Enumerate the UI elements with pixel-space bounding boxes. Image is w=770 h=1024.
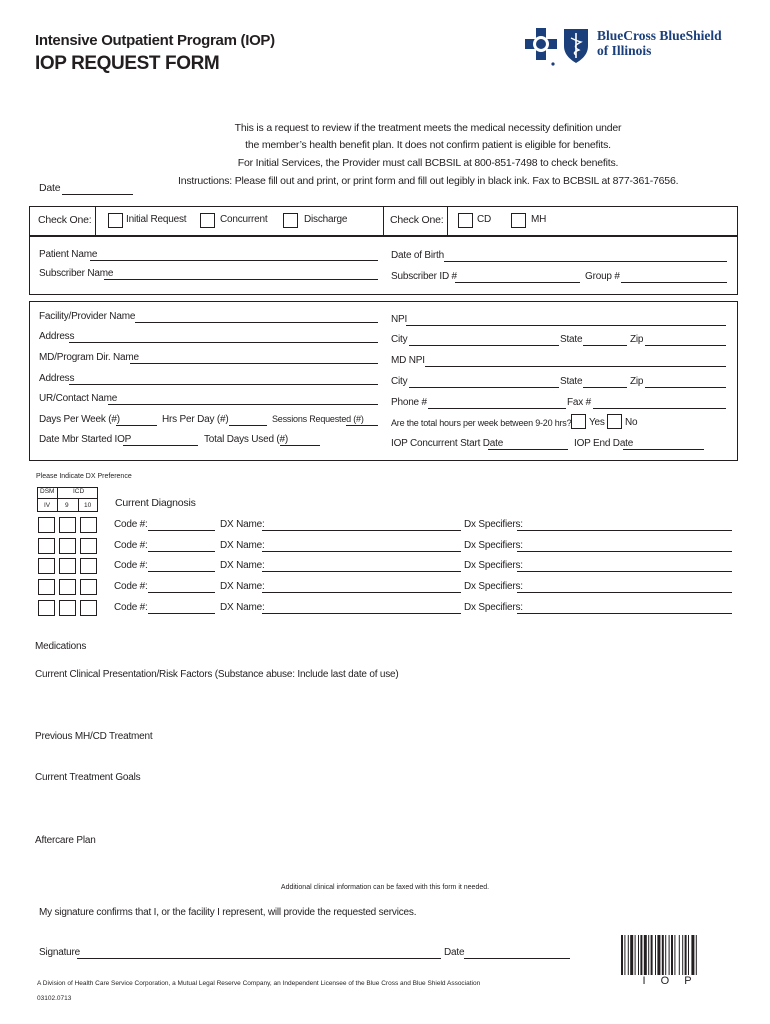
barcode-bar: [691, 935, 694, 975]
cross-icon: [525, 27, 557, 67]
dx-name-field[interactable]: [262, 530, 461, 531]
hrs-per-day-field[interactable]: [229, 425, 267, 426]
barcode-bar: [651, 935, 653, 975]
intro-line-3: For Initial Services, the Provider must call BCBSIL at 800-851-7498 to check benefits.: [237, 157, 619, 169]
barcode-bar: [630, 935, 633, 975]
no-label: No: [625, 417, 638, 428]
barcode-bar: [635, 935, 636, 975]
iop-start-field[interactable]: [488, 449, 568, 450]
barcode-bar: [621, 935, 623, 975]
dx-specifiers-field[interactable]: [517, 592, 732, 593]
fax-label: Fax #: [567, 397, 592, 408]
facility-name-label: Facility/Provider Name: [39, 311, 136, 322]
divider: [95, 206, 96, 236]
facility-name-field[interactable]: [135, 322, 378, 323]
subscriber-id-label: Subscriber ID #: [391, 271, 457, 282]
dx-specifiers-label: Dx Specifiers:: [464, 519, 523, 530]
code-field[interactable]: [148, 551, 215, 552]
dx-specifiers-field[interactable]: [517, 571, 732, 572]
total-days-field[interactable]: [280, 445, 320, 446]
initial-request-checkbox[interactable]: [108, 213, 123, 228]
medications-label: Medications: [35, 641, 87, 652]
dx-name-field[interactable]: [262, 592, 461, 593]
zip2-field[interactable]: [645, 387, 726, 388]
barcode-bar: [655, 935, 656, 975]
subscriber-id-field[interactable]: [455, 282, 580, 283]
dx-name-label: DX Name:: [220, 560, 265, 571]
city-label: City: [391, 334, 408, 345]
dx-name-label: DX Name:: [220, 602, 265, 613]
dx-preference-label: Please Indicate DX Preference: [36, 473, 132, 480]
dx-select-box[interactable]: [80, 558, 97, 574]
dx-select-box[interactable]: [38, 558, 55, 574]
date-label: Date: [39, 182, 61, 194]
dx-specifiers-field[interactable]: [517, 551, 732, 552]
icd9-label: 9: [65, 502, 69, 509]
group-label: Group #: [585, 271, 620, 282]
discharge-label: Discharge: [304, 214, 348, 225]
city-field[interactable]: [409, 345, 559, 346]
barcode-bar: [657, 935, 660, 975]
signature-date-label: Date: [444, 947, 465, 958]
date-field[interactable]: [62, 194, 133, 195]
cd-label: CD: [477, 214, 492, 225]
intro-instructions: Instructions: Please fill out and print, or print form and fill out legibly in black ink. Fax to BCBSIL at 877-361-7656.: [178, 175, 679, 187]
address2-field[interactable]: [69, 384, 378, 385]
aftercare-label: Aftercare Plan: [35, 835, 96, 846]
fax-field[interactable]: [593, 408, 726, 409]
dx-specifiers-field[interactable]: [517, 530, 732, 531]
zip-label: Zip: [630, 334, 644, 345]
code-field[interactable]: [148, 571, 215, 572]
dx-select-box[interactable]: [80, 579, 97, 595]
form-title: IOP REQUEST FORM: [35, 53, 220, 74]
brand-state: of Illinois: [597, 43, 652, 58]
previous-treatment-label: Previous MH/CD Treatment: [35, 731, 153, 742]
barcode-bar: [624, 935, 625, 975]
zip2-label: Zip: [630, 376, 644, 387]
sessions-field[interactable]: [346, 425, 378, 426]
hrs-per-day-label: Hrs Per Day (#): [162, 414, 229, 425]
cd-checkbox[interactable]: [458, 213, 473, 228]
dx-specifiers-label: Dx Specifiers:: [464, 560, 523, 571]
city2-field[interactable]: [409, 387, 559, 388]
patient-name-label: Patient Name: [39, 249, 98, 260]
barcode: [621, 935, 719, 975]
address-label: Address: [39, 331, 75, 342]
barcode-bar: [685, 935, 687, 975]
address-field[interactable]: [69, 342, 378, 343]
dx-name-field[interactable]: [262, 613, 461, 614]
code-label: Code #:: [114, 519, 148, 530]
dx-specifiers-field[interactable]: [517, 613, 732, 614]
dx-name-label: DX Name:: [220, 540, 265, 551]
state2-field[interactable]: [583, 387, 627, 388]
phone-field[interactable]: [428, 408, 566, 409]
barcode-bar: [688, 935, 689, 975]
address2-label: Address: [39, 373, 75, 384]
dx-select-box[interactable]: [59, 579, 76, 595]
ur-contact-label: UR/Contact Name: [39, 393, 118, 404]
md-program-label: MD/Program Dir. Name: [39, 352, 139, 363]
state-label: State: [560, 334, 583, 345]
phone-label: Phone #: [391, 397, 427, 408]
days-per-week-label: Days Per Week (#): [39, 414, 120, 425]
ur-contact-field[interactable]: [108, 404, 378, 405]
yes-checkbox[interactable]: [571, 414, 586, 429]
barcode-bar: [674, 935, 675, 975]
barcode-caption: I O P: [642, 975, 698, 987]
dx-name-field[interactable]: [262, 551, 461, 552]
check-one-label: Check One:: [38, 214, 92, 226]
barcode-bar: [671, 935, 673, 975]
dx-specifiers-label: Dx Specifiers:: [464, 602, 523, 613]
iop-end-field[interactable]: [623, 449, 704, 450]
dx-select-box[interactable]: [59, 538, 76, 554]
zip-field[interactable]: [645, 345, 726, 346]
iop-end-label: IOP End Date: [574, 438, 634, 449]
sessions-label: Sessions Requested (#): [272, 414, 364, 424]
code-label: Code #:: [114, 540, 148, 551]
days-per-week-field[interactable]: [116, 425, 157, 426]
intro-line-1: This is a request to review if the treatment meets the medical necessity definition under: [234, 122, 622, 134]
initial-request-label: Initial Request: [126, 214, 187, 225]
date-started-label: Date Mbr Started IOP: [39, 434, 132, 445]
barcode-bar: [665, 935, 666, 975]
barcode-bar: [696, 935, 697, 975]
dsm-label: DSM: [40, 488, 55, 495]
md-npi-field[interactable]: [425, 366, 726, 367]
dx-name-label: DX Name:: [220, 519, 265, 530]
npi-field[interactable]: [406, 325, 726, 326]
dsm-iv-label: IV: [44, 502, 51, 509]
division-text: A Division of Health Care Service Corporation, a Mutual Legal Reserve Company, an Independent Licensee of the Blue Cross and Blue Shield Association: [37, 980, 481, 987]
dob-label: Date of Birth: [391, 250, 444, 261]
hours-question-label: Are the total hours per week between 9-20 hrs?: [391, 418, 572, 428]
barcode-bar: [648, 935, 649, 975]
signature-label: Signature: [39, 947, 81, 958]
md-npi-label: MD NPI: [391, 355, 425, 366]
signature-confirm-text: My signature confirms that I, or the facility I represent, will provide the requested services.: [39, 907, 417, 918]
code-label: Code #:: [114, 560, 148, 571]
barcode-bar: [640, 935, 642, 975]
md-program-field[interactable]: [130, 363, 378, 364]
npi-label: NPI: [391, 314, 408, 325]
concurrent-checkbox[interactable]: [200, 213, 215, 228]
dx-select-box[interactable]: [80, 600, 97, 616]
icd10-label: 10: [84, 502, 92, 509]
yes-label: Yes: [589, 417, 605, 428]
additional-info-note: Additional clinical information can be faxed with this form it needed.: [280, 884, 490, 891]
signature-field[interactable]: [77, 958, 441, 959]
subscriber-name-label: Subscriber Name: [39, 268, 114, 279]
code-label: Code #:: [114, 602, 148, 613]
dx-select-box[interactable]: [80, 517, 97, 533]
icd-label: ICD: [73, 488, 85, 495]
no-checkbox[interactable]: [607, 414, 622, 429]
dx-select-box[interactable]: [59, 600, 76, 616]
barcode-bar: [679, 935, 680, 975]
barcode-bar: [682, 935, 683, 975]
dx-select-box[interactable]: [38, 538, 55, 554]
dx-specifiers-label: Dx Specifiers:: [464, 581, 523, 592]
state-field[interactable]: [583, 345, 627, 346]
divider: [383, 206, 384, 236]
brand-name: BlueCross BlueShield: [597, 28, 722, 43]
barcode-bar: [628, 935, 629, 975]
code-field[interactable]: [148, 530, 215, 531]
iop-start-label: IOP Concurrent Start Date: [391, 438, 504, 449]
date-started-field[interactable]: [123, 445, 198, 446]
signature-date-field[interactable]: [464, 958, 570, 959]
patient-section: [29, 236, 738, 295]
dx-specifiers-label: Dx Specifiers:: [464, 540, 523, 551]
form-code: 03102.0713: [37, 995, 72, 1002]
patient-name-field[interactable]: [90, 260, 378, 261]
code-field[interactable]: [148, 592, 215, 593]
concurrent-label: Concurrent: [220, 214, 268, 225]
dx-select-box[interactable]: [38, 517, 55, 533]
dx-select-box[interactable]: [80, 538, 97, 554]
intro-line-2: the member’s health benefit plan. It does not confirm patient is eligible for benefits.: [245, 139, 611, 151]
dx-select-box[interactable]: [59, 517, 76, 533]
dob-field[interactable]: [444, 261, 727, 262]
treatment-goals-label: Current Treatment Goals: [35, 772, 141, 783]
dx-select-box[interactable]: [38, 600, 55, 616]
barcode-bar: [669, 935, 670, 975]
city2-label: City: [391, 376, 408, 387]
clinical-label: Current Clinical Presentation/Risk Factors (Substance abuse: Include last date of use): [35, 669, 399, 680]
barcode-bar: [644, 935, 647, 975]
dx-name-field[interactable]: [262, 571, 461, 572]
group-field[interactable]: [621, 282, 727, 283]
state2-label: State: [560, 376, 583, 387]
barcode-bar: [638, 935, 639, 975]
program-title: Intensive Outpatient Program (IOP): [35, 32, 275, 49]
subscriber-name-field[interactable]: [104, 279, 378, 280]
code-label: Code #:: [114, 581, 148, 592]
code-field[interactable]: [148, 613, 215, 614]
barcode-bar: [662, 935, 664, 975]
dx-select-box[interactable]: [38, 579, 55, 595]
mh-label: MH: [531, 214, 547, 225]
discharge-checkbox[interactable]: [283, 213, 298, 228]
shield-icon: [563, 28, 589, 64]
dx-name-label: DX Name:: [220, 581, 265, 592]
total-days-label: Total Days Used (#): [204, 434, 289, 445]
mh-checkbox[interactable]: [511, 213, 526, 228]
divider: [447, 206, 448, 236]
dx-select-box[interactable]: [59, 558, 76, 574]
current-diagnosis-label: Current Diagnosis: [115, 497, 196, 509]
check-one-label-2: Check One:: [390, 214, 444, 226]
